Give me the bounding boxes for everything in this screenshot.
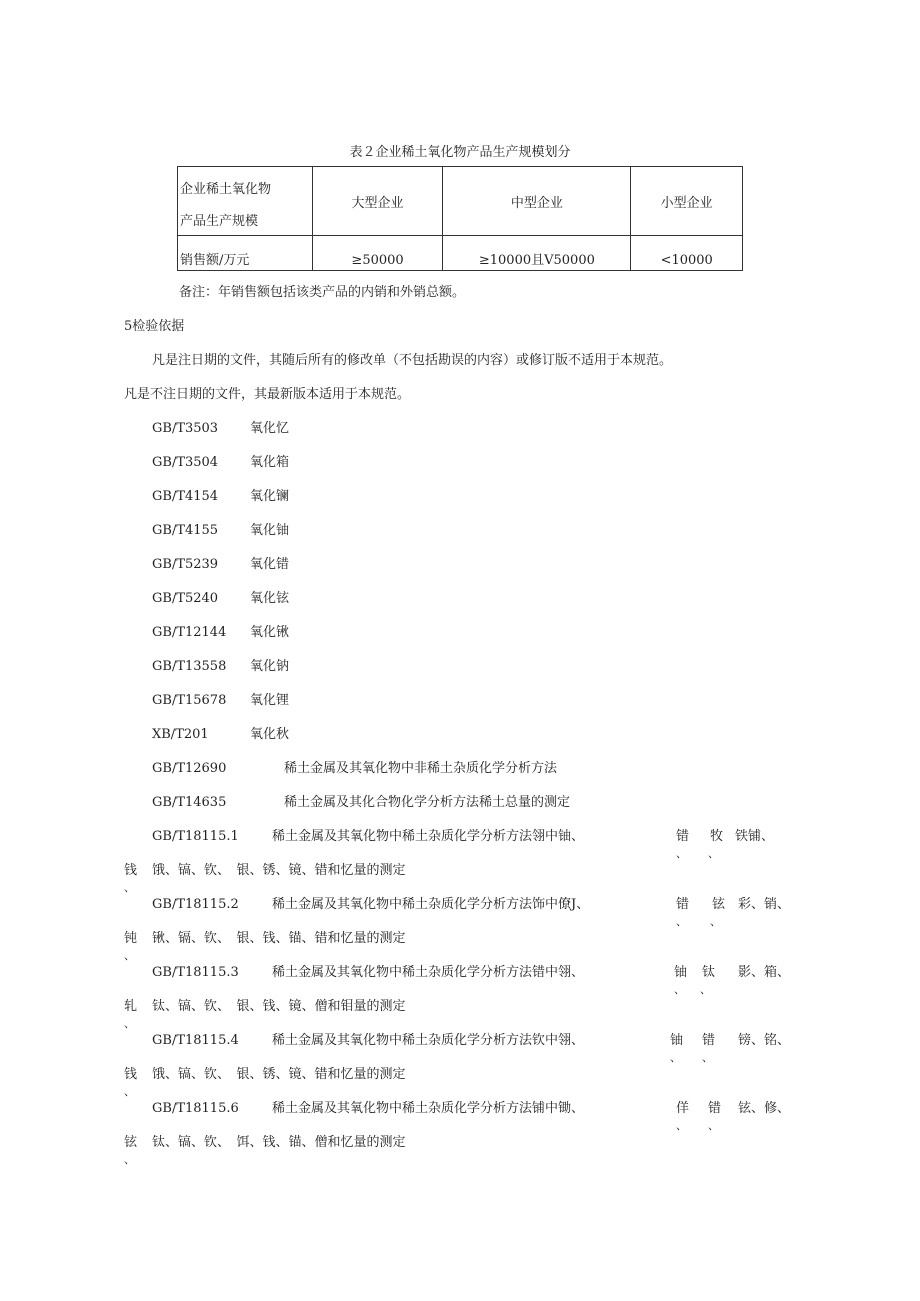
method-element: 牧 bbox=[710, 829, 724, 844]
method-code: GB/T18115.1 bbox=[152, 829, 239, 844]
table-caption: 表２企业稀土氧化物产品生产规模划分 bbox=[349, 145, 571, 160]
standard-code: GB/T3504 bbox=[152, 455, 219, 470]
method-separator: 、 bbox=[702, 1051, 713, 1064]
section-paragraph-1: 凡是注日期的文件，其随后所有的修改单（不包括勘误的内容）或修订版不适用于本规范。 bbox=[152, 353, 673, 368]
method-separator: 、 bbox=[674, 983, 685, 996]
method-element: 钛 bbox=[702, 965, 716, 980]
method-separator: 、 bbox=[676, 1119, 687, 1132]
method-tail-separator: 、 bbox=[124, 949, 135, 962]
method-element: 镑、铭、 bbox=[738, 1033, 791, 1048]
method-tail-separator: 、 bbox=[124, 881, 135, 894]
standard-code: GB/T4154 bbox=[152, 489, 219, 504]
method-code: GB/T18115.6 bbox=[152, 1101, 239, 1116]
method-continuation: 钛、镐、钦、 饵、钱、锚、僧和忆量的测定 bbox=[152, 1135, 406, 1150]
row-small-cell bbox=[631, 236, 743, 271]
method-continuation-start: 钱 bbox=[124, 863, 138, 878]
standard-name: 氧化钠 bbox=[250, 659, 290, 674]
method-code: GB/T18115.3 bbox=[152, 965, 239, 980]
method-code: GB/T18115.4 bbox=[152, 1033, 239, 1048]
standard-name: 氧化铀 bbox=[250, 523, 290, 538]
method-tail-separator: 、 bbox=[124, 1017, 135, 1030]
section-paragraph-2: 凡是不注日期的文件，其最新版本适用于本规范。 bbox=[124, 387, 411, 402]
method-separator: 、 bbox=[708, 1119, 719, 1132]
table-note: 备注：年销售额包括该类产品的内销和外销总额。 bbox=[179, 285, 466, 300]
standard-name: 氧化铉 bbox=[250, 591, 290, 606]
method-element: 彩、销、 bbox=[738, 897, 791, 912]
method-tail-separator: 、 bbox=[124, 1153, 135, 1166]
method-title: 稀土金属及其氧化物中稀土杂质化学分析方法饰中僚J、 bbox=[272, 897, 590, 912]
method-separator: 、 bbox=[700, 983, 711, 996]
standard-code: XB/T201 bbox=[152, 727, 209, 742]
method-element: 铁铺、 bbox=[735, 829, 775, 844]
method-element: 错 bbox=[708, 1101, 722, 1116]
row-medium-cell bbox=[443, 236, 631, 271]
method-element: 铉 bbox=[712, 897, 726, 912]
method-element: 铉、修、 bbox=[738, 1101, 791, 1116]
method-continuation: 饿、镐、钦、 银、锈、镜、错和忆量的测定 bbox=[152, 863, 406, 878]
method-separator: 、 bbox=[710, 915, 721, 928]
standard-name: 氧化秋 bbox=[250, 727, 290, 742]
standard-code: GB/T12690 bbox=[152, 761, 227, 776]
header-scale-line2: 产品生产规模 bbox=[180, 214, 259, 229]
header-small: 小型企业 bbox=[631, 167, 743, 236]
method-title: 稀土金属及其氧化物中稀土杂质化学分析方法钦中翎、 bbox=[272, 1033, 585, 1048]
standard-code: GB/T12144 bbox=[152, 625, 227, 640]
method-title: 稀土金属及其氧化物中稀土杂质化学分析方法铺中锄、 bbox=[272, 1101, 585, 1116]
header-scale-line1: 企业稀土氧化物 bbox=[180, 182, 272, 197]
standard-name: 氧化箱 bbox=[250, 455, 290, 470]
scale-table bbox=[177, 166, 743, 271]
method-element: 铀 bbox=[674, 965, 688, 980]
header-medium: 中型企业 bbox=[443, 167, 631, 236]
row-small: <10000 bbox=[660, 253, 713, 268]
method-tail-separator: 、 bbox=[124, 1085, 135, 1098]
standard-code: GB/T14635 bbox=[152, 795, 227, 810]
standard-name: 氧化锹 bbox=[250, 625, 290, 640]
method-continuation-start: 轧 bbox=[124, 999, 138, 1014]
standard-name: 稀土金属及其化合物化学分析方法稀土总量的测定 bbox=[284, 795, 571, 810]
row-label-cell bbox=[178, 236, 313, 271]
method-separator: 、 bbox=[676, 847, 687, 860]
standard-name: 氧化忆 bbox=[250, 421, 290, 436]
row-large-cell bbox=[312, 236, 443, 271]
method-element: 错 bbox=[676, 829, 690, 844]
standard-code: GB/T13558 bbox=[152, 659, 227, 674]
standard-name: 稀土金属及其氧化物中非稀土杂质化学分析方法 bbox=[284, 761, 558, 776]
standard-name: 氧化错 bbox=[250, 557, 290, 572]
standard-code: GB/T5239 bbox=[152, 557, 219, 572]
standard-code: GB/T5240 bbox=[152, 591, 219, 606]
method-continuation: 饿、镐、钦、 银、锈、镜、错和忆量的测定 bbox=[152, 1067, 406, 1082]
section-heading: 5检验依据 bbox=[124, 319, 185, 334]
row-large: ≥50000 bbox=[351, 253, 404, 268]
standard-name: 氧化镧 bbox=[250, 489, 290, 504]
row-label: 销售额/万元 bbox=[180, 253, 250, 268]
method-code: GB/T18115.2 bbox=[152, 897, 239, 912]
method-element: 佯 bbox=[676, 1101, 690, 1116]
method-continuation-start: 铉 bbox=[124, 1135, 138, 1150]
standard-code: GB/T15678 bbox=[152, 693, 227, 708]
method-continuation-start: 钝 bbox=[124, 931, 138, 946]
header-scale-cell bbox=[178, 167, 313, 236]
method-separator: 、 bbox=[708, 847, 719, 860]
standard-name: 氧化锂 bbox=[250, 693, 290, 708]
standard-code: GB/T3503 bbox=[152, 421, 219, 436]
method-title: 稀土金属及其氧化物中稀土杂质化学分析方法翎中铀、 bbox=[272, 829, 585, 844]
method-title: 稀土金属及其氧化物中稀土杂质化学分析方法错中翎、 bbox=[272, 965, 585, 980]
method-continuation-start: 钱 bbox=[124, 1067, 138, 1082]
method-separator: 、 bbox=[676, 915, 687, 928]
standard-code: GB/T4155 bbox=[152, 523, 219, 538]
header-large: 大型企业 bbox=[312, 167, 443, 236]
table-row bbox=[178, 236, 743, 271]
method-element: 错 bbox=[676, 897, 690, 912]
method-separator: 、 bbox=[670, 1051, 681, 1064]
table-header-row bbox=[178, 167, 743, 236]
method-element: 错 bbox=[702, 1033, 716, 1048]
row-medium: ≥10000且V50000 bbox=[478, 253, 595, 268]
method-continuation: 钛、镐、钦、 银、钱、镜、僧和钼量的测定 bbox=[152, 999, 406, 1014]
method-element: 铀 bbox=[670, 1033, 684, 1048]
method-continuation: 锹、镉、钦、 银、钱、锚、错和忆量的测定 bbox=[152, 931, 406, 946]
method-element: 影、箱、 bbox=[738, 965, 791, 980]
